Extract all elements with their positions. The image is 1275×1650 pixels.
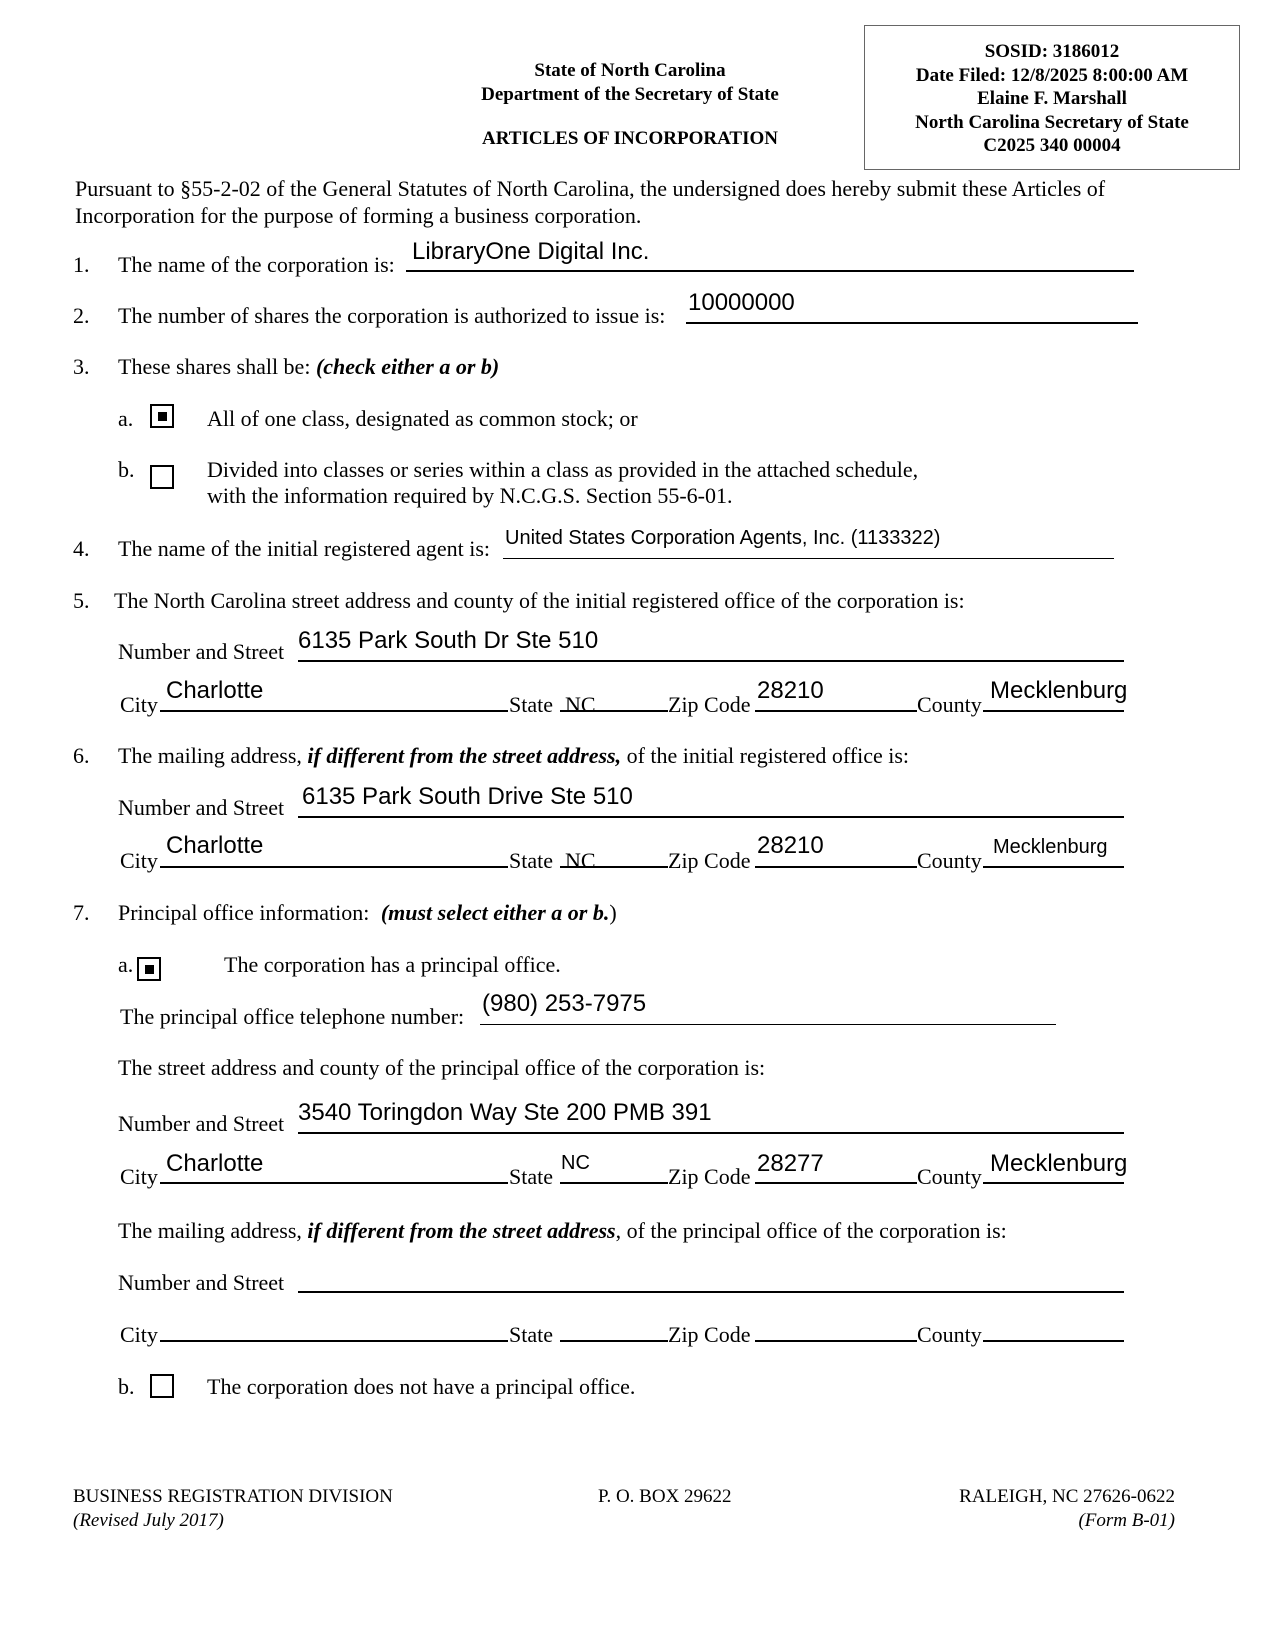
regmail-street-underline bbox=[298, 816, 1124, 818]
intro-line-2: Incorporation for the purpose of forming a business corporation. bbox=[75, 203, 642, 228]
reg-county-value[interactable]: Mecklenburg bbox=[990, 677, 1128, 704]
po-mailing-label-post: , of the principal office of the corporation is: bbox=[615, 1218, 1007, 1243]
phone-label: The principal office telephone number: bbox=[120, 1004, 465, 1029]
regmail-street-label: Number and Street bbox=[118, 795, 285, 820]
regmail-street-value[interactable]: 6135 Park South Drive Ste 510 bbox=[302, 783, 633, 810]
reg-mailing-label-post: of the initial registered office is: bbox=[626, 743, 910, 768]
po-state-underline bbox=[560, 1182, 668, 1184]
reg-city-underline bbox=[160, 710, 508, 712]
intro-line-1: Pursuant to §55-2-02 of the General Statutes of North Carolina, the undersigned does hereby submit these Articles of bbox=[75, 176, 1106, 201]
option-7b-text: The corporation does not have a principal office. bbox=[207, 1374, 636, 1399]
option-3a-text: All of one class, designated as common stock; or bbox=[207, 406, 638, 431]
option-3b-checkbox[interactable] bbox=[150, 465, 174, 489]
pomail-county-underline bbox=[983, 1340, 1124, 1342]
pomail-zip-underline bbox=[755, 1340, 917, 1342]
shares-type-hint: (check either a or b) bbox=[315, 354, 500, 379]
po-city-underline bbox=[160, 1182, 508, 1184]
reg-county-underline bbox=[983, 710, 1124, 712]
option-3b-letter: b. bbox=[118, 457, 135, 482]
shares-label: The number of shares the corporation is authorized to issue is: bbox=[118, 303, 666, 328]
po-state-label: State bbox=[509, 1164, 553, 1189]
po-zip-value[interactable]: 28277 bbox=[757, 1150, 824, 1177]
regmail-city-underline bbox=[160, 866, 508, 868]
po-county-underline bbox=[983, 1182, 1124, 1184]
footer-city: RALEIGH, NC 27626-0622 bbox=[959, 1486, 1175, 1507]
pomail-state-underline bbox=[560, 1340, 668, 1342]
shares-type-label bbox=[118, 354, 499, 380]
item-number-6: 6. bbox=[73, 743, 90, 768]
po-zip-label: Zip Code bbox=[668, 1164, 751, 1189]
regmail-city-value[interactable]: Charlotte bbox=[166, 832, 264, 859]
pomail-street-label: Number and Street bbox=[118, 1270, 285, 1295]
agent-label: The name of the initial registered agent is: bbox=[118, 536, 491, 561]
po-street-label: Number and Street bbox=[118, 1111, 285, 1136]
reg-zip-underline bbox=[755, 710, 917, 712]
option-3a-checkbox[interactable] bbox=[150, 404, 174, 428]
registered-office-label: The North Carolina street address and county of the initial registered office of the corporation is: bbox=[114, 588, 965, 613]
po-mailing-label-pre: The mailing address, bbox=[118, 1218, 302, 1243]
option-7a-letter: a. bbox=[118, 952, 134, 977]
po-zip-underline bbox=[755, 1182, 917, 1184]
po-county-label: County bbox=[917, 1164, 982, 1189]
po-street-underline bbox=[298, 1132, 1124, 1134]
option-7a-checkbox[interactable] bbox=[137, 957, 161, 981]
pomail-zip-label: Zip Code bbox=[668, 1322, 751, 1347]
principal-office-hint: (must select either a or b. bbox=[380, 900, 610, 925]
footer-division: BUSINESS REGISTRATION DIVISION bbox=[73, 1486, 393, 1507]
corp-name-label: The name of the corporation is: bbox=[118, 252, 395, 277]
stamp-sosid: SOSID: 3186012 bbox=[984, 41, 1120, 62]
stamp-office: North Carolina Secretary of State bbox=[915, 111, 1189, 133]
regmail-zip-value[interactable]: 28210 bbox=[757, 832, 824, 859]
reg-zip-value[interactable]: 28210 bbox=[757, 677, 824, 704]
footer-form: (Form B-01) bbox=[1078, 1510, 1175, 1531]
reg-mailing-label-em: if different from the street address, bbox=[307, 743, 622, 768]
regmail-county-label: County bbox=[917, 848, 982, 873]
regmail-state-label: State bbox=[509, 848, 553, 873]
filing-stamp bbox=[864, 25, 1240, 170]
option-7a-text: The corporation has a principal office. bbox=[224, 952, 561, 977]
header-state: State of North Carolina bbox=[534, 60, 726, 81]
reg-zip-label: Zip Code bbox=[668, 692, 751, 717]
pomail-city-label: City bbox=[120, 1322, 158, 1347]
pomail-street-underline bbox=[298, 1291, 1124, 1293]
regmail-zip-underline bbox=[755, 866, 917, 868]
shares-type-text: These shares shall be: bbox=[118, 354, 311, 379]
regmail-state-underline bbox=[560, 866, 668, 868]
corp-name-underline bbox=[406, 270, 1134, 272]
item-number-3: 3. bbox=[73, 354, 90, 379]
phone-value[interactable]: (980) 253-7975 bbox=[482, 990, 647, 1017]
footer-revised: (Revised July 2017) bbox=[73, 1510, 224, 1531]
po-mailing-label-em: if different from the street address bbox=[307, 1218, 616, 1243]
item-number-7: 7. bbox=[73, 900, 90, 925]
option-3b-text-1: Divided into classes or series within a class as provided in the attached schedule, bbox=[207, 457, 919, 482]
po-mailing-label bbox=[118, 1218, 1007, 1244]
footer-po-box: P. O. BOX 29622 bbox=[598, 1486, 732, 1507]
shares-underline bbox=[686, 322, 1138, 324]
item-number-2: 2. bbox=[73, 303, 90, 328]
reg-street-underline bbox=[298, 660, 1124, 662]
reg-mailing-label-pre: The mailing address, bbox=[118, 743, 302, 768]
agent-value[interactable]: United States Corporation Agents, Inc. (1133322) bbox=[505, 527, 941, 549]
regmail-county-underline bbox=[983, 866, 1124, 868]
po-city-value[interactable]: Charlotte bbox=[166, 1150, 264, 1177]
item-number-5: 5. bbox=[73, 588, 90, 613]
regmail-county-value[interactable]: Mecklenburg bbox=[993, 836, 1108, 858]
reg-street-label: Number and Street bbox=[118, 639, 285, 664]
phone-underline bbox=[480, 1024, 1056, 1025]
pomail-state-label: State bbox=[509, 1322, 553, 1347]
item-number-1: 1. bbox=[73, 252, 90, 277]
stamp-date-filed: Date Filed: 12/8/2025 8:00:00 AM bbox=[915, 64, 1189, 86]
principal-office-label bbox=[118, 900, 617, 926]
po-county-value[interactable]: Mecklenburg bbox=[990, 1150, 1128, 1177]
reg-state-underline bbox=[560, 710, 668, 712]
stamp-code: C2025 340 00004 bbox=[983, 135, 1121, 156]
po-state-value[interactable]: NC bbox=[561, 1152, 590, 1174]
option-3a-letter: a. bbox=[118, 406, 134, 431]
header-department: Department of the Secretary of State bbox=[481, 84, 779, 105]
pomail-county-label: County bbox=[917, 1322, 982, 1347]
regmail-zip-label: Zip Code bbox=[668, 848, 751, 873]
regmail-state-value[interactable]: NC bbox=[565, 848, 596, 873]
reg-city-value[interactable]: Charlotte bbox=[166, 677, 264, 704]
reg-state-value[interactable]: NC bbox=[565, 692, 596, 717]
po-street-value[interactable]: 3540 Toringdon Way Ste 200 PMB 391 bbox=[298, 1099, 712, 1126]
reg-county-label: County bbox=[917, 692, 982, 717]
regmail-city-label: City bbox=[120, 848, 158, 873]
item-number-4: 4. bbox=[73, 536, 90, 561]
form-title: ARTICLES OF INCORPORATION bbox=[482, 128, 778, 149]
shares-value[interactable]: 10000000 bbox=[688, 289, 795, 316]
option-7b-checkbox[interactable] bbox=[150, 1374, 174, 1398]
agent-underline bbox=[503, 558, 1114, 559]
pomail-city-underline bbox=[160, 1340, 508, 1342]
po-city-label: City bbox=[120, 1164, 158, 1189]
reg-state-label: State bbox=[509, 692, 553, 717]
principal-street-intro: The street address and county of the principal office of the corporation is: bbox=[118, 1055, 766, 1080]
option-7b-letter: b. bbox=[118, 1374, 135, 1399]
principal-office-hint-close: ) bbox=[609, 900, 617, 925]
principal-office-text: Principal office information: bbox=[118, 900, 370, 925]
reg-city-label: City bbox=[120, 692, 158, 717]
corp-name-value[interactable]: LibraryOne Digital Inc. bbox=[412, 238, 650, 265]
reg-mailing-label bbox=[118, 743, 909, 769]
stamp-official: Elaine F. Marshall bbox=[977, 88, 1127, 109]
reg-street-value[interactable]: 6135 Park South Dr Ste 510 bbox=[298, 627, 599, 654]
option-3b-text-2: with the information required by N.C.G.S. Section 55-6-01. bbox=[207, 483, 733, 508]
